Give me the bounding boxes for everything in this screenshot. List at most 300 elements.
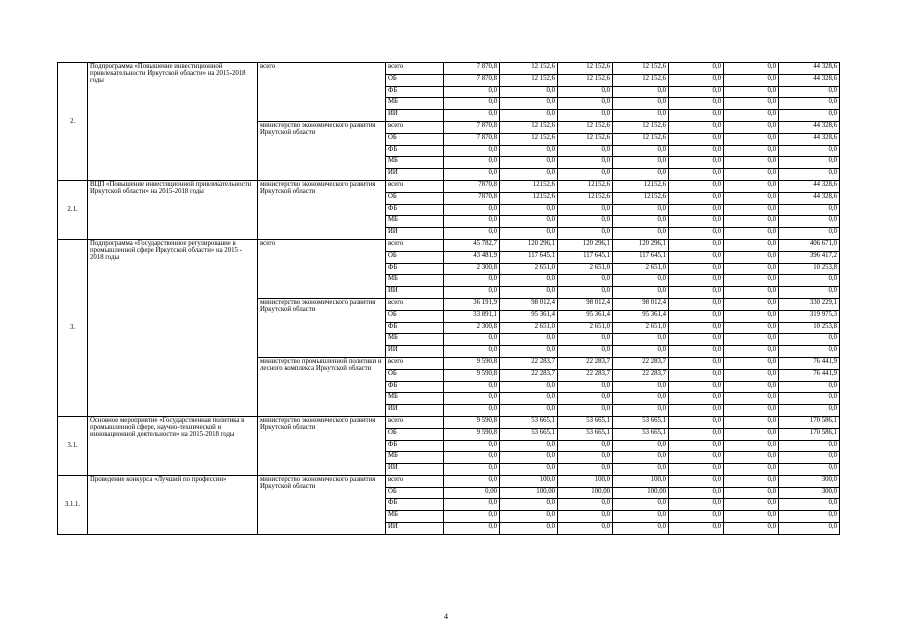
value-cell: 44 328,6 bbox=[779, 121, 840, 133]
value-cell: 53 665,1 bbox=[500, 416, 558, 428]
value-cell: 0,0 bbox=[669, 452, 724, 464]
table-row bbox=[58, 180, 840, 192]
value-cell: 0,0 bbox=[779, 452, 840, 464]
value-cell: 0,0 bbox=[724, 393, 779, 405]
value-cell: 0,0 bbox=[558, 393, 613, 405]
value-cell: 2 651,0 bbox=[613, 322, 669, 334]
source-cell: ИИ bbox=[386, 464, 444, 476]
value-cell: 0,0 bbox=[500, 228, 558, 240]
value-cell: 22 283,7 bbox=[613, 369, 669, 381]
value-cell: 0,0 bbox=[500, 204, 558, 216]
value-cell: 9 590,8 bbox=[444, 357, 500, 369]
value-cell: 0,0 bbox=[724, 263, 779, 275]
value-cell: 0,0 bbox=[500, 145, 558, 157]
value-cell: 44 328,6 bbox=[779, 133, 840, 145]
value-cell: 2 651,0 bbox=[613, 263, 669, 275]
source-cell: МБ bbox=[386, 157, 444, 169]
value-cell: 0,0 bbox=[724, 452, 779, 464]
value-cell: 0,0 bbox=[724, 511, 779, 523]
value-cell: 0,0 bbox=[558, 452, 613, 464]
value-cell: 0,0 bbox=[779, 393, 840, 405]
value-cell: 33 891,1 bbox=[444, 310, 500, 322]
value-cell: 0,0 bbox=[444, 452, 500, 464]
value-cell: 0,0 bbox=[724, 334, 779, 346]
source-cell: МБ bbox=[386, 275, 444, 287]
value-cell: 0,0 bbox=[613, 499, 669, 511]
value-cell: 0,0 bbox=[558, 86, 613, 98]
value-cell: 0,0 bbox=[724, 475, 779, 487]
value-cell: 98 012,4 bbox=[500, 298, 558, 310]
value-cell: 0,0 bbox=[724, 180, 779, 192]
source-cell: ФБ bbox=[386, 499, 444, 511]
source-cell: всего bbox=[386, 239, 444, 251]
value-cell: 100,0 bbox=[613, 475, 669, 487]
source-cell: МБ bbox=[386, 452, 444, 464]
value-cell: 0,0 bbox=[724, 239, 779, 251]
table-row bbox=[58, 475, 840, 487]
source-cell: ФБ bbox=[386, 381, 444, 393]
value-cell: 0,0 bbox=[444, 393, 500, 405]
value-cell: 0,0 bbox=[444, 287, 500, 299]
value-cell: 0,0 bbox=[779, 464, 840, 476]
value-cell: 300,0 bbox=[779, 475, 840, 487]
value-cell: 53 665,1 bbox=[613, 416, 669, 428]
value-cell: 0,0 bbox=[724, 110, 779, 122]
value-cell: 0,0 bbox=[613, 216, 669, 228]
value-cell: 0,0 bbox=[724, 121, 779, 133]
value-cell: 76 441,9 bbox=[779, 357, 840, 369]
value-cell: 0,0 bbox=[669, 334, 724, 346]
value-cell: 0,0 bbox=[500, 287, 558, 299]
value-cell: 0,0 bbox=[724, 63, 779, 75]
value-cell: 0,0 bbox=[444, 381, 500, 393]
value-cell: 0,0 bbox=[779, 204, 840, 216]
source-cell: МБ bbox=[386, 393, 444, 405]
value-cell: 300,0 bbox=[779, 487, 840, 499]
source-cell: МБ bbox=[386, 98, 444, 110]
value-cell: 0,0 bbox=[724, 133, 779, 145]
value-cell: 12 152,6 bbox=[558, 63, 613, 75]
value-cell: 0,0 bbox=[669, 228, 724, 240]
source-cell: ОБ bbox=[386, 487, 444, 499]
value-cell: 0,0 bbox=[779, 145, 840, 157]
source-cell: ИИ bbox=[386, 405, 444, 417]
value-cell: 9 590,8 bbox=[444, 428, 500, 440]
source-cell: МБ bbox=[386, 511, 444, 523]
value-cell: 0,0 bbox=[500, 405, 558, 417]
value-cell: 0,0 bbox=[669, 169, 724, 181]
value-cell: 2 651,0 bbox=[558, 322, 613, 334]
value-cell: 0,0 bbox=[669, 357, 724, 369]
value-cell: 0,0 bbox=[724, 440, 779, 452]
table-row bbox=[58, 239, 840, 251]
value-cell: 0,0 bbox=[779, 275, 840, 287]
executor-name: всего bbox=[258, 63, 386, 122]
value-cell: 0,0 bbox=[500, 157, 558, 169]
source-cell: ИИ bbox=[386, 287, 444, 299]
value-cell: 0,0 bbox=[669, 180, 724, 192]
value-cell: 7870,8 bbox=[444, 180, 500, 192]
value-cell: 0,0 bbox=[669, 369, 724, 381]
source-cell: ОБ bbox=[386, 369, 444, 381]
value-cell: 0,0 bbox=[500, 511, 558, 523]
value-cell: 117 645,1 bbox=[500, 251, 558, 263]
value-cell: 0,0 bbox=[724, 487, 779, 499]
value-cell: 0,0 bbox=[613, 145, 669, 157]
source-cell: всего bbox=[386, 298, 444, 310]
value-cell: 0,0 bbox=[444, 405, 500, 417]
row-index: 3. bbox=[58, 239, 88, 416]
value-cell: 0,0 bbox=[669, 523, 724, 535]
value-cell: 0,0 bbox=[500, 523, 558, 535]
program-name: Основное мероприятие «Государственная политика в промышленной сфере, научно-технической и инновационной деятельности» на 2015-2018 годы bbox=[88, 416, 258, 475]
value-cell: 0,0 bbox=[444, 275, 500, 287]
value-cell: 0,0 bbox=[724, 216, 779, 228]
value-cell: 0,0 bbox=[558, 440, 613, 452]
value-cell: 0,0 bbox=[444, 475, 500, 487]
value-cell: 0,0 bbox=[669, 216, 724, 228]
table-row bbox=[58, 416, 840, 428]
value-cell: 0,0 bbox=[669, 133, 724, 145]
value-cell: 0,0 bbox=[669, 63, 724, 75]
value-cell: 12 152,6 bbox=[613, 133, 669, 145]
value-cell: 0,0 bbox=[500, 393, 558, 405]
value-cell: 0,0 bbox=[500, 275, 558, 287]
value-cell: 44 328,6 bbox=[779, 63, 840, 75]
value-cell: 0,0 bbox=[613, 228, 669, 240]
value-cell: 22 283,7 bbox=[500, 369, 558, 381]
value-cell: 0,0 bbox=[500, 440, 558, 452]
value-cell: 0,0 bbox=[724, 228, 779, 240]
value-cell: 0,0 bbox=[444, 511, 500, 523]
value-cell: 95 361,4 bbox=[500, 310, 558, 322]
value-cell: 0,0 bbox=[444, 169, 500, 181]
value-cell: 0,0 bbox=[500, 86, 558, 98]
value-cell: 10 253,8 bbox=[779, 322, 840, 334]
value-cell: 36 191,9 bbox=[444, 298, 500, 310]
value-cell: 100,00 bbox=[613, 487, 669, 499]
value-cell: 12 152,6 bbox=[558, 121, 613, 133]
value-cell: 0,0 bbox=[669, 110, 724, 122]
value-cell: 0,0 bbox=[779, 98, 840, 110]
source-cell: ФБ bbox=[386, 440, 444, 452]
value-cell: 22 283,7 bbox=[558, 369, 613, 381]
value-cell: 0,0 bbox=[558, 523, 613, 535]
value-cell: 0,0 bbox=[558, 228, 613, 240]
value-cell: 0,0 bbox=[669, 310, 724, 322]
value-cell: 0,0 bbox=[669, 263, 724, 275]
value-cell: 0,0 bbox=[500, 452, 558, 464]
value-cell: 0,0 bbox=[613, 169, 669, 181]
value-cell: 0,0 bbox=[444, 499, 500, 511]
value-cell: 12152,6 bbox=[613, 180, 669, 192]
value-cell: 0,0 bbox=[669, 298, 724, 310]
value-cell: 0,0 bbox=[669, 275, 724, 287]
value-cell: 7 870,8 bbox=[444, 133, 500, 145]
value-cell: 98 012,4 bbox=[558, 298, 613, 310]
value-cell: 2 300,8 bbox=[444, 263, 500, 275]
value-cell: 170 586,1 bbox=[779, 428, 840, 440]
value-cell: 0,0 bbox=[724, 369, 779, 381]
value-cell: 0,0 bbox=[724, 428, 779, 440]
value-cell: 12152,6 bbox=[500, 192, 558, 204]
value-cell: 0,0 bbox=[444, 110, 500, 122]
value-cell: 12 152,6 bbox=[500, 63, 558, 75]
value-cell: 7 870,8 bbox=[444, 121, 500, 133]
value-cell: 120 296,1 bbox=[558, 239, 613, 251]
value-cell: 0,0 bbox=[669, 405, 724, 417]
value-cell: 0,0 bbox=[669, 475, 724, 487]
value-cell: 7 870,8 bbox=[444, 63, 500, 75]
source-cell: ОБ bbox=[386, 310, 444, 322]
value-cell: 0,0 bbox=[669, 145, 724, 157]
value-cell: 9 590,8 bbox=[444, 369, 500, 381]
value-cell: 0,0 bbox=[669, 487, 724, 499]
value-cell: 0,0 bbox=[779, 169, 840, 181]
value-cell: 0,0 bbox=[558, 145, 613, 157]
row-index: 3.1.1. bbox=[58, 475, 88, 534]
row-index: 3.1. bbox=[58, 416, 88, 475]
value-cell: 319 975,3 bbox=[779, 310, 840, 322]
value-cell: 0,0 bbox=[724, 357, 779, 369]
value-cell: 12152,6 bbox=[558, 180, 613, 192]
value-cell: 0,0 bbox=[779, 499, 840, 511]
value-cell: 12152,6 bbox=[558, 192, 613, 204]
value-cell: 117 645,1 bbox=[558, 251, 613, 263]
value-cell: 0,0 bbox=[613, 511, 669, 523]
value-cell: 0,0 bbox=[724, 145, 779, 157]
value-cell: 0,0 bbox=[558, 405, 613, 417]
value-cell: 0,0 bbox=[724, 464, 779, 476]
value-cell: 0,0 bbox=[613, 523, 669, 535]
value-cell: 0,0 bbox=[444, 157, 500, 169]
value-cell: 44 328,6 bbox=[779, 192, 840, 204]
value-cell: 0,0 bbox=[669, 74, 724, 86]
value-cell: 0,0 bbox=[724, 287, 779, 299]
value-cell: 0,0 bbox=[724, 310, 779, 322]
value-cell: 2 651,0 bbox=[500, 322, 558, 334]
value-cell: 0,0 bbox=[779, 405, 840, 417]
value-cell: 0,0 bbox=[724, 346, 779, 358]
program-name: Подпрограмма «Государственное регулирование в промышленной сфере Иркутской области» на 2015 - 2018 годы bbox=[88, 239, 258, 416]
value-cell: 0,0 bbox=[669, 499, 724, 511]
value-cell: 2 300,8 bbox=[444, 322, 500, 334]
value-cell: 0,0 bbox=[669, 440, 724, 452]
executor-name: министерство промышленной политики и лесного комплекса Иркутской области bbox=[258, 357, 386, 416]
value-cell: 0,0 bbox=[444, 204, 500, 216]
value-cell: 12 152,6 bbox=[500, 121, 558, 133]
value-cell: 396 417,2 bbox=[779, 251, 840, 263]
value-cell: 53 665,1 bbox=[558, 416, 613, 428]
value-cell: 0,0 bbox=[779, 381, 840, 393]
page-number: 4 bbox=[444, 612, 448, 621]
budget-table bbox=[57, 62, 840, 535]
value-cell: 0,0 bbox=[558, 334, 613, 346]
program-name: Проведение конкурса «Лучший по профессии» bbox=[88, 475, 258, 534]
value-cell: 0,0 bbox=[558, 110, 613, 122]
value-cell: 0,0 bbox=[613, 452, 669, 464]
source-cell: МБ bbox=[386, 334, 444, 346]
value-cell: 100,00 bbox=[558, 487, 613, 499]
value-cell: 0,0 bbox=[724, 322, 779, 334]
value-cell: 44 328,6 bbox=[779, 180, 840, 192]
value-cell: 0,0 bbox=[669, 251, 724, 263]
value-cell: 10 253,8 bbox=[779, 263, 840, 275]
value-cell: 100,0 bbox=[500, 475, 558, 487]
source-cell: ИИ bbox=[386, 110, 444, 122]
source-cell: ФБ bbox=[386, 86, 444, 98]
value-cell: 2 651,0 bbox=[500, 263, 558, 275]
value-cell: 0,0 bbox=[669, 322, 724, 334]
source-cell: ОБ bbox=[386, 251, 444, 263]
value-cell: 0,0 bbox=[444, 464, 500, 476]
value-cell: 0,0 bbox=[669, 239, 724, 251]
value-cell: 0,0 bbox=[558, 346, 613, 358]
value-cell: 0,0 bbox=[669, 157, 724, 169]
value-cell: 7 870,8 bbox=[444, 74, 500, 86]
value-cell: 0,0 bbox=[669, 393, 724, 405]
source-cell: всего bbox=[386, 475, 444, 487]
value-cell: 0,0 bbox=[444, 216, 500, 228]
source-cell: ИИ bbox=[386, 169, 444, 181]
value-cell: 100,0 bbox=[558, 475, 613, 487]
value-cell: 0,0 bbox=[558, 216, 613, 228]
value-cell: 95 361,4 bbox=[558, 310, 613, 322]
value-cell: 0,0 bbox=[558, 98, 613, 110]
value-cell: 0,0 bbox=[669, 464, 724, 476]
value-cell: 45 782,7 bbox=[444, 239, 500, 251]
value-cell: 12 152,6 bbox=[500, 133, 558, 145]
value-cell: 0,0 bbox=[724, 275, 779, 287]
value-cell: 0,0 bbox=[500, 98, 558, 110]
executor-name: министерство экономического развития Иркутской области bbox=[258, 121, 386, 180]
value-cell: 0,0 bbox=[724, 298, 779, 310]
value-cell: 0,0 bbox=[613, 405, 669, 417]
value-cell: 0,0 bbox=[669, 381, 724, 393]
value-cell: 0,0 bbox=[558, 169, 613, 181]
value-cell: 2 651,0 bbox=[558, 263, 613, 275]
value-cell: 0,0 bbox=[444, 334, 500, 346]
executor-name: всего bbox=[258, 239, 386, 298]
value-cell: 0,0 bbox=[779, 157, 840, 169]
value-cell: 0,0 bbox=[779, 110, 840, 122]
source-cell: всего bbox=[386, 180, 444, 192]
source-cell: ИИ bbox=[386, 523, 444, 535]
value-cell: 22 283,7 bbox=[558, 357, 613, 369]
source-cell: ФБ bbox=[386, 145, 444, 157]
value-cell: 0,0 bbox=[558, 275, 613, 287]
value-cell: 0,0 bbox=[669, 511, 724, 523]
value-cell: 0,0 bbox=[444, 346, 500, 358]
value-cell: 0,0 bbox=[669, 416, 724, 428]
value-cell: 0,0 bbox=[444, 98, 500, 110]
value-cell: 12 152,6 bbox=[613, 74, 669, 86]
value-cell: 53 665,1 bbox=[500, 428, 558, 440]
value-cell: 12 152,6 bbox=[613, 63, 669, 75]
value-cell: 12 152,6 bbox=[500, 74, 558, 86]
value-cell: 0,0 bbox=[779, 346, 840, 358]
value-cell: 0,0 bbox=[444, 440, 500, 452]
value-cell: 0,0 bbox=[613, 98, 669, 110]
value-cell: 0,0 bbox=[613, 346, 669, 358]
source-cell: всего bbox=[386, 121, 444, 133]
value-cell: 43 481,9 bbox=[444, 251, 500, 263]
source-cell: ОБ bbox=[386, 74, 444, 86]
value-cell: 0,0 bbox=[613, 275, 669, 287]
value-cell: 0,0 bbox=[669, 86, 724, 98]
value-cell: 0,0 bbox=[558, 287, 613, 299]
value-cell: 0,0 bbox=[558, 511, 613, 523]
value-cell: 100,00 bbox=[500, 487, 558, 499]
value-cell: 0,0 bbox=[724, 416, 779, 428]
value-cell: 98 012,4 bbox=[613, 298, 669, 310]
value-cell: 0,0 bbox=[613, 440, 669, 452]
value-cell: 0,0 bbox=[613, 204, 669, 216]
program-name: Подпрограмма «Повышение инвестиционной привлекательности Иркутской области» на 2015-2018 годы bbox=[88, 63, 258, 181]
value-cell: 406 671,0 bbox=[779, 239, 840, 251]
value-cell: 0,0 bbox=[613, 86, 669, 98]
value-cell: 0,0 bbox=[724, 74, 779, 86]
value-cell: 0,0 bbox=[779, 86, 840, 98]
value-cell: 44 328,6 bbox=[779, 74, 840, 86]
value-cell: 0,0 bbox=[779, 511, 840, 523]
value-cell: 120 296,1 bbox=[613, 239, 669, 251]
value-cell: 0,0 bbox=[500, 110, 558, 122]
value-cell: 0,0 bbox=[500, 499, 558, 511]
value-cell: 0,0 bbox=[444, 145, 500, 157]
value-cell: 0,0 bbox=[724, 251, 779, 263]
value-cell: 0,0 bbox=[724, 204, 779, 216]
value-cell: 0,0 bbox=[779, 523, 840, 535]
value-cell: 0,0 bbox=[613, 287, 669, 299]
value-cell: 0,0 bbox=[558, 204, 613, 216]
value-cell: 0,0 bbox=[724, 405, 779, 417]
value-cell: 95 361,4 bbox=[613, 310, 669, 322]
value-cell: 22 283,7 bbox=[500, 357, 558, 369]
value-cell: 117 645,1 bbox=[613, 251, 669, 263]
program-name: ВЦП «Повышение инвестиционной привлекательности Иркутской области» на 2015-2018 годы bbox=[88, 180, 258, 239]
value-cell: 0,0 bbox=[613, 157, 669, 169]
value-cell: 0,0 bbox=[500, 464, 558, 476]
value-cell: 9 590,8 bbox=[444, 416, 500, 428]
value-cell: 0,0 bbox=[779, 228, 840, 240]
value-cell: 0,0 bbox=[500, 381, 558, 393]
value-cell: 0,0 bbox=[669, 192, 724, 204]
value-cell: 0,0 bbox=[779, 440, 840, 452]
value-cell: 0,0 bbox=[669, 428, 724, 440]
value-cell: 0,0 bbox=[613, 393, 669, 405]
source-cell: всего bbox=[386, 416, 444, 428]
table-row bbox=[58, 63, 840, 75]
value-cell: 53 665,1 bbox=[558, 428, 613, 440]
value-cell: 12152,6 bbox=[500, 180, 558, 192]
source-cell: ФБ bbox=[386, 263, 444, 275]
value-cell: 0,0 bbox=[779, 334, 840, 346]
executor-name: министерство экономического развития Иркутской области bbox=[258, 298, 386, 357]
value-cell: 0,0 bbox=[669, 98, 724, 110]
value-cell: 0,0 bbox=[500, 334, 558, 346]
value-cell: 0,0 bbox=[724, 523, 779, 535]
source-cell: всего bbox=[386, 63, 444, 75]
value-cell: 0,0 bbox=[444, 228, 500, 240]
executor-name: министерство экономического развития Иркутской области bbox=[258, 416, 386, 475]
value-cell: 12152,6 bbox=[613, 192, 669, 204]
value-cell: 0,0 bbox=[669, 121, 724, 133]
source-cell: всего bbox=[386, 357, 444, 369]
value-cell: 0,0 bbox=[444, 523, 500, 535]
source-cell: ФБ bbox=[386, 204, 444, 216]
value-cell: 0,00 bbox=[444, 487, 500, 499]
